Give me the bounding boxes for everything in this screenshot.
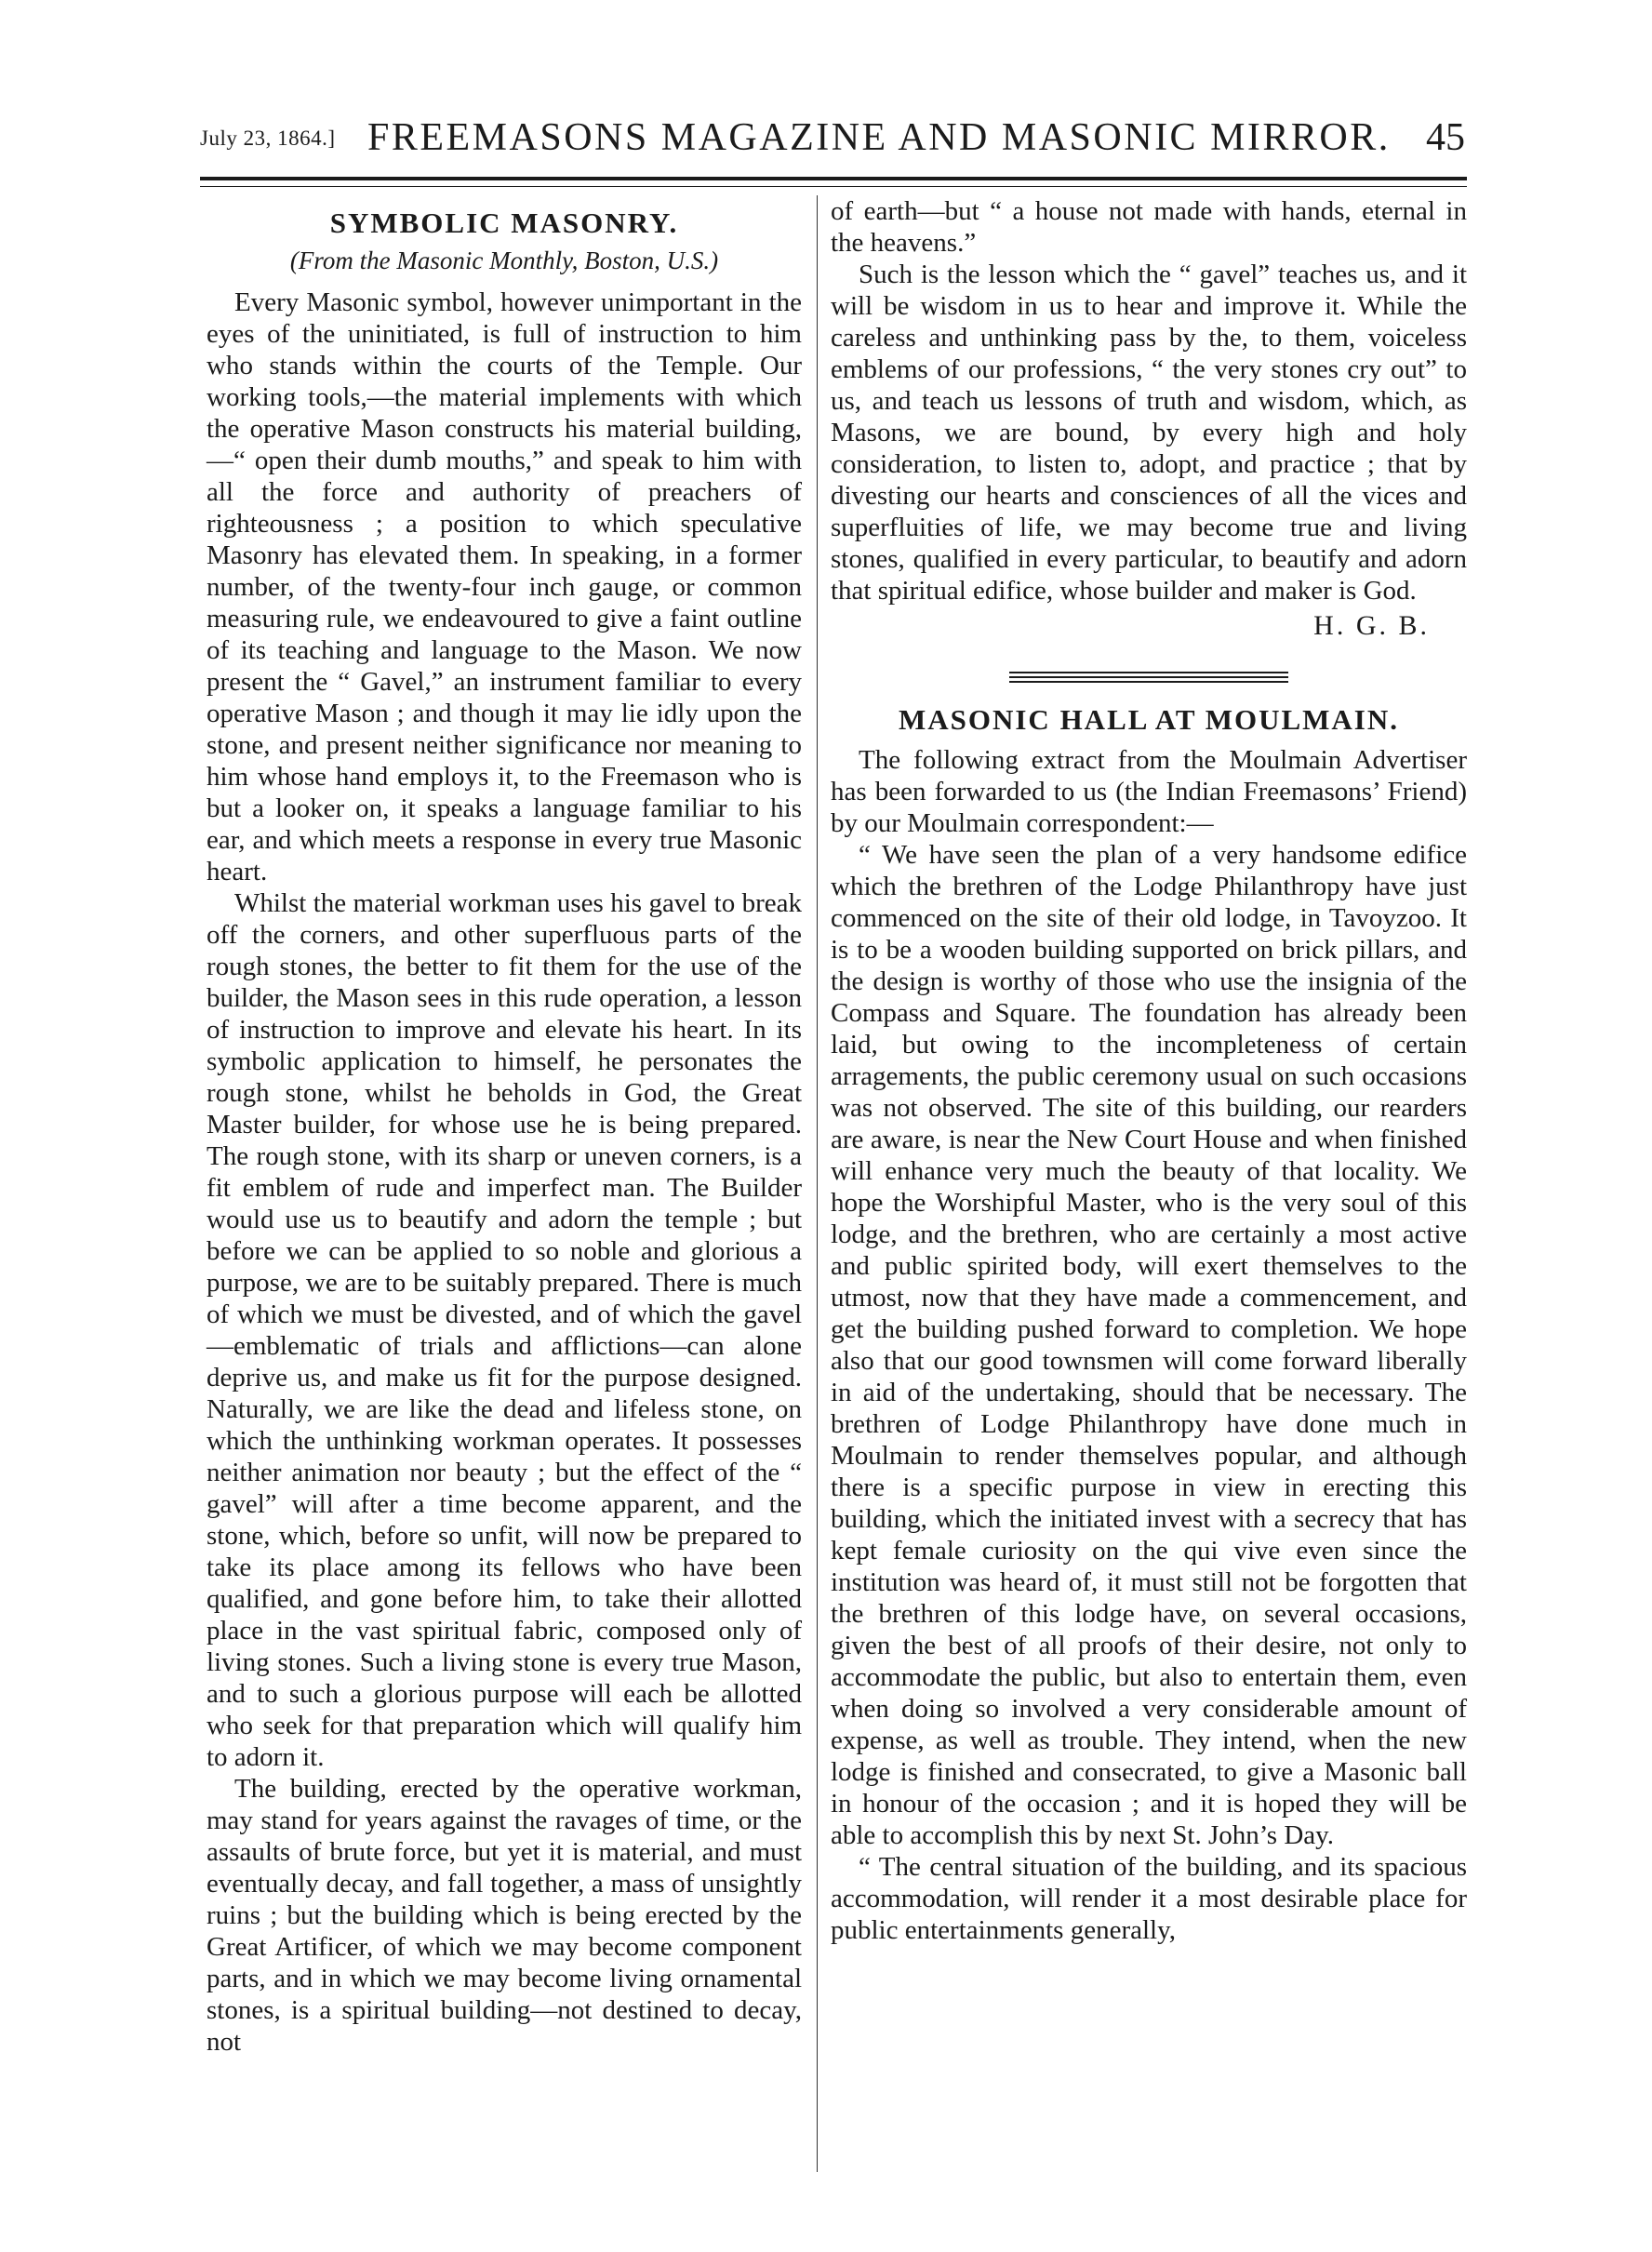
- article-paragraph: Whilst the material workman uses his gavel to break off the corners, and other superfluous parts of the rough stones, the better to fit them for the use of the builder, the Mason sees in this rude operation, a lesson of instruction to improve and elevate his heart. In its symbolic application to himself, he personates the rough stone, whilst he beholds in God, the Great Master builder, for whose use he is being prepared. The rough stone, with its sharp or uneven corners, is a fit emblem of rude and imperfect man. The Builder would use us to beautify and adorn the temple ; but before we can be applied to so noble and glorious a purpose, we are to be suitably prepared. There is much of which we must be divested, and of which the gavel—emblematic of trials and afflictions—can alone deprive us, and make us fit for the purpose designed. Naturally, we are like the dead and lifeless stone, on which the unthinking workman operates. It possesses neither animation nor beauty ; but the effect of the “ gavel” will after a time become apparent, and the stone, which, before so unfit, will now be prepared to take its place among its fellows who have been qualified, and gone before him, to take their allotted place in the vast spiritual fabric, composed only of living stones. Such a living stone is every true Mason, and to such a glorious purpose will each be allotted who seek for that preparation which will qualify him to adorn it.: [206, 888, 802, 1772]
- article-title-masonic-hall: MASONIC HALL AT MOULMAIN.: [898, 703, 1399, 736]
- author-signature: H. G. B.: [1313, 610, 1430, 641]
- article-source: (From the Masonic Monthly, Boston, U.S.): [289, 247, 719, 274]
- article-paragraph: “ The central situation of the building, and its spacious accommodation, will render it a most desirable place for public entertainments generally,: [831, 1852, 1467, 1945]
- article-title-symbolic-masonry: SYMBOLIC MASONRY.: [329, 207, 679, 239]
- article-paragraph: Such is the lesson which the “ gavel” teaches us, and it will be wisdom in us to hear and improve it. While the careless and unthinking pass by the, to them, voiceless emblems of our professions, “ the very stones cry out” to us, and teach us lessons of truth and wisdom, which, as Masons, we are bound, by every high and holy consideration, to listen to, adopt, and practice ; that by divesting our hearts and consciences of all the vices and superfluities of life, we may become true and living stones, qualified in every particular, to beautify and adorn that spiritual edifice, whose builder and maker is God.: [831, 260, 1467, 606]
- article-paragraph: “ We have seen the plan of a very handsome edifice which the brethren of the Lodge Philanthropy have just commenced on the site of their old lodge, in Tavoyzoo. It is to be a wooden building supported on brick pillars, and the design is worthy of those who use the insignia of the Compass and Square. The foundation has already been laid, but owing to the incompleteness of certain arragements, the public ceremony usual on such occasions was not observed. The site of this building, our rearders are aware, is near the New Court House and when finished will enhance very much the beauty of that locality. We hope the Worshipful Master, who is the very soul of this lodge, and the brethren, who are certainly a most active and public spirited body, will exert themselves to the utmost, now that they have made a commencement, and get the building pushed forward to completion. We hope also that our good townsmen will come forward liberally in aid of the undertaking, should that be necessary. The brethren of Lodge Philanthropy have done much in Moulmain to render themselves popular, and although there is a specific purpose in view in erecting this building, which the initiated invest with a secrecy that has kept female curiosity on the qui vive even since the institution was heard of, it must still not be forgotten that the brethren of this lodge have, on several occasions, given the best of all proofs of their desire, not only to accommodate the public, but also to entertain them, even when doing so involved a very considerable amount of expense, as well as trouble. They intend, when the new lodge is finished and consecrated, to give a Masonic ball in honour of the occasion ; and it is hoped they will be able to accomplish this by next St. John’s Day.: [831, 840, 1467, 1850]
- page-header: [200, 113, 1465, 169]
- article-paragraph: Every Masonic symbol, however unimportant in the eyes of the uninitiated, is full of instruction to him who stands within the courts of the Temple. Our working tools,—the material implements with which the operative Mason constructs his material building,—“ open their dumb mouths,” and speak to him with all the force and authority of preachers of righteousness ; a position to which speculative Masonry has elevated them. In speaking, in a former number, of the twenty-four inch gauge, or common measuring rule, we endeavoured to give a faint outline of its teaching and language to the Mason. We now present the “ Gavel,” an instrument familiar to every operative Mason ; and though it may lie idly upon the stone, and present neither significance nor meaning to him whose hand employs it, to the Freemason who is but a looker on, it speaks a language familiar to his ear, and which meets a response in every true Masonic heart.: [206, 287, 802, 886]
- article-paragraph: The following extract from the Moulmain Advertiser has been forwarded to us (the Indian Freemasons’ Friend) by our Moulmain correspondent:—: [831, 745, 1467, 838]
- left-column: [206, 195, 802, 2058]
- header-rule-thin: [200, 186, 1467, 187]
- article-continuation: of earth—but “ a house not made with hands, eternal in the heavens.”: [831, 196, 1467, 258]
- article-paragraph: The building, erected by the operative workman, may stand for years against the ravages of time, or the assaults of brute force, but yet it is material, and must eventually decay, and fall together, a mass of unsightly ruins ; but the building which is being erected by the Great Artificer, of which we may become component parts, and in which we may become living ornamental stones, is a spiritual building—not destined to decay, not: [206, 1774, 802, 2057]
- column-divider: [817, 195, 818, 2172]
- right-column: [831, 195, 1467, 1946]
- section-divider: [1009, 672, 1288, 683]
- magazine-title: FREEMASONS MAGAZINE AND MASONIC MIRROR.: [367, 116, 1391, 159]
- header-rule-thick: [200, 177, 1467, 180]
- issue-date: July 23, 1864.]: [200, 127, 336, 150]
- page-number: 45: [1426, 116, 1465, 159]
